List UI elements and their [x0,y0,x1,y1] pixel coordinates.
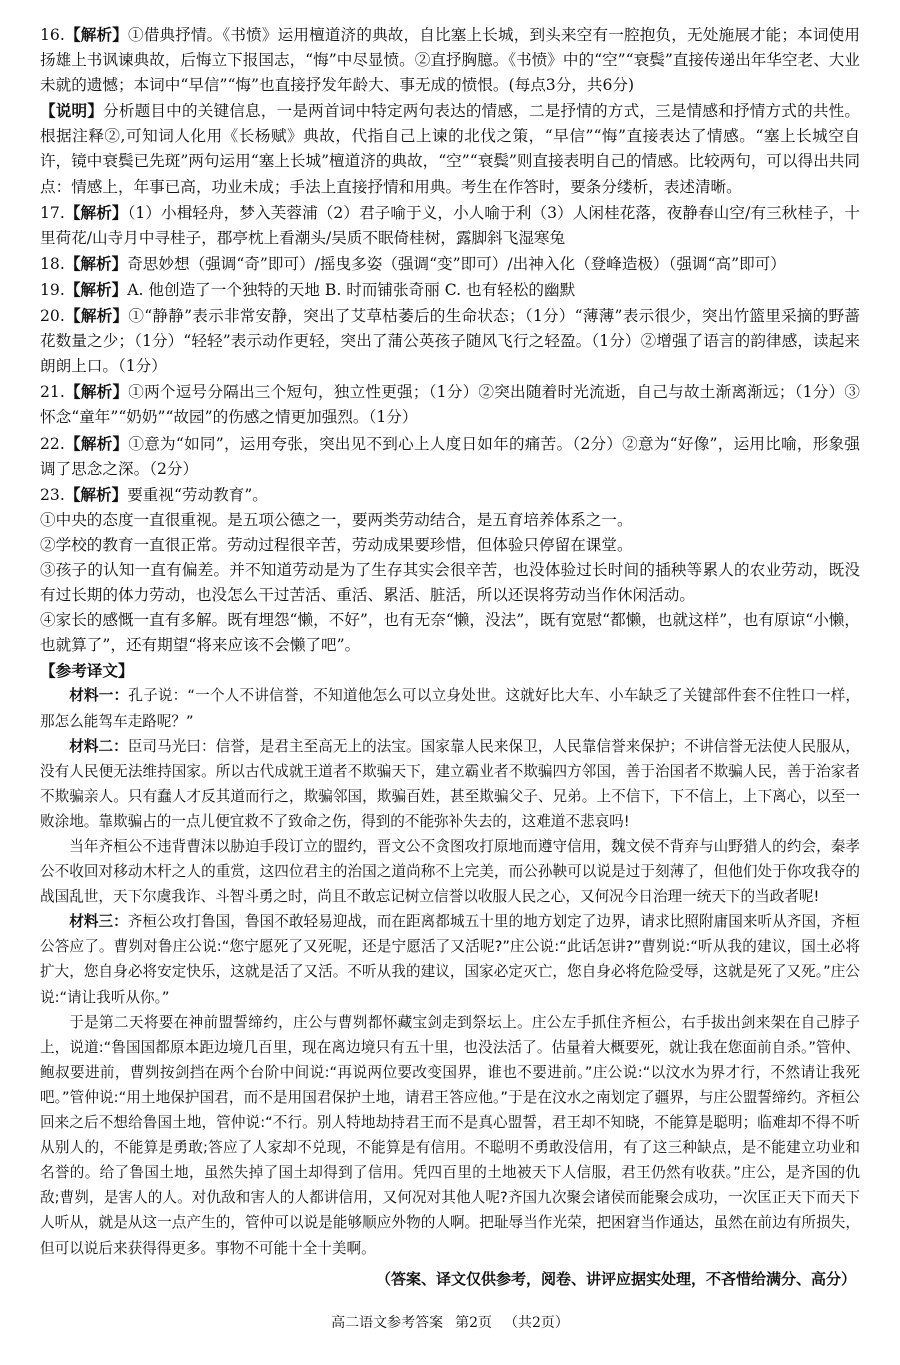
material-label: 材料三： [69,913,128,931]
item-tag: 【解析】 [64,279,128,299]
translation-material-2-cont [40,834,860,909]
page-footer [0,1312,900,1332]
item-text: （1）小楫轻舟，梦入芙蓉浦（2）君子喻于义，小人喻于利（3）人闲桂花落，夜静春山空/有三秋桂子，十里荷花/山寺月中寻桂子，郡亭枕上看潮头/吴质不眠倚桂树，露脚斜飞湿寒兔 [40,203,860,247]
item-text: 奇思妙想（强调“奇”即可）/摇曳多姿（强调“变”即可）/出神入化（登峰造极）（强调“高”即可） [127,254,786,273]
item-number: 19. [40,280,65,299]
item-text: 要重视“劳动教育”。 [127,485,268,504]
item-number: 18. [40,254,65,273]
item-text: A. 他创造了一个独特的天地 B. 时而铺张奇丽 C. 也有轻松的幽默 [127,280,576,299]
point-2: ②学校的教育一直很正常。劳动过程很辛苦，劳动成果要珍惜，但体验只停留在课堂。 [40,535,633,554]
material-text: 臣司马光曰：信誉，是君主至高无上的法宝。国家靠人民来保卫，人民靠信誉来保护；不讲信誉无法使人民服从，没有人民便无法维持国家。所以古代成就王道者不欺骗天下，建立霸业者不欺骗四方邻国，善于治国者不欺骗人民，善于治家者不欺骗亲人。只有蠢人才反其道而行之，欺骗邻国，欺骗百姓，甚至欺骗父子、兄弟。上不信下，下不信上，上下离心，以至一败涂地。靠欺骗占的一点儿便宜救不了致命之伤，得到的不能弥补失去的，这难道不悲哀吗! [40,737,860,830]
material-text: 齐桓公攻打鲁国，鲁国不敢轻易迎战，而在距离都城五十里的地方划定了边界，请求比照附庸国来听从齐国，齐桓公答应了。曹刿对鲁庄公说:“您宁愿死了又死呢，还是宁愿活了又活呢?”庄公说:“此话怎讲?”曹刿说:“听从我的建议，国土必将扩大，您自身必将安定快乐，这就是活了又活。不听从我的建议，国家必定灭亡，您自身必将危险受辱，这就是死了又死。”庄公说:“请让我听从你。” [40,913,860,1006]
item-text: 分析题目中的关键信息，一是两首词中特定两句表达的情感，二是抒情的方式，三是情感和抒情方式的共性。根据注释②,可知词人化用《长杨赋》典故，代指自己上谏的北伐之策，“早信”“悔”直接表达了情感。“塞上长城空自许，镜中衰鬓已先斑”两句运用“塞上长城”檀道济的典故，“空”“衰鬓”则直接表明自己的情感。比较两句，可以得出共同点：情感上，年事已高，功业未成；手法上直接抒情和用典。考生在作答时，要条分缕析，表述清晰。 [40,102,860,196]
item-tag: 【解析】 [64,202,128,222]
point-3: ③孩子的认知一直有偏差。并不知道劳动是为了生存其实会很辛苦，也没体验过长时间的插秧等累人的农业劳动，既没有过长期的体力劳动，也没怎么干过苦活、重活、累活、脏活，所以还误将劳动当作休闲活动。 [40,560,860,605]
material-label: 材料一： [69,687,129,705]
footer-page: 第2页 [455,1315,492,1331]
item-number: 21. [40,383,65,402]
item-tag: 【解析】 [64,253,128,273]
answer-item-21 [40,379,860,430]
item-tag: 【解析】 [64,433,129,453]
footer-course: 高二语文参考答案 [331,1315,444,1331]
item-tag: 【解析】 [64,25,128,44]
answer-item-23 [40,482,860,508]
translation-material-3-cont [40,1010,860,1261]
item-number: 20. [40,307,65,326]
closing-note: （答案、译文仅供参考，阅卷、讲评应据实处理，不吝惜给满分、高分） [375,1269,856,1288]
answer-item-22 [40,431,860,482]
translation-material-1 [40,683,860,733]
item-text: ①“静静”表示非常安静，突出了艾草枯萎后的生命状态；（1分）“薄薄”表示很少，突出竹篮里采摘的野蔷花数量之少；（1分）“轻轻”表示动作更轻，突出了蒲公英孩子随风飞行之轻盈。（1分）②增强了语言的韵律感，读起来朗朗上口。（1分） [40,307,860,376]
item-number: 17. [40,203,65,222]
item-text: ①借典抒情。《书愤》运用檀道济的典故，自比塞上长城，到头来空有一腔抱负，无处施展才能；本词使用扬雄上书讽谏典故，后悔立下报国志，“悔”中尽显愤。②直抒胸臆。《书愤》中的“空”“衰鬓”直接传递出年华空老、大业未就的遗憾；本词中“早信”“悔”也直接抒发年龄大、事无成的愤恨。(每点3分，共6分) [40,26,860,95]
answer-item-16 [40,22,860,98]
answer-item-17 [40,200,860,251]
answer-item-16-note [40,98,860,199]
material-text: 孔子说：“一个人不讲信誉，不知道他怎么可以立身处世。这就好比大车、小车缺乏了关键部件套不住牲口一样，那怎么能驾车走路呢？” [40,687,860,730]
material-text: 于是第二天将要在神前盟誓缔约，庄公与曹刿都怀藏宝剑走到祭坛上。庄公左手抓住齐桓公，右手拔出剑来架在自己脖子上，说道:“鲁国国都原本距边境几百里，现在离边境只有五十里，也没法活了。估量着大概要死，就让我在您面前自杀。”管仲、鲍叔要进前，曹刿按剑挡在两个台阶中间说:“再说两位要改变国界，谁也不要进前。”庄公说:“以汶水为界才行，不然请让我死吧。”管仲说:“用土地保护国君，而不是用国君保护土地，请君王答应他。”于是在汶水之南划定了疆界，与庄公盟誓缔约。齐桓公回来之后不想给鲁国土地，管仲说:“不行。别人特地劫持君王而不是真心盟誓，君王却不知晓，不能算是聪明；临难却不得不听从别人的，不能算是勇敢;答应了人家却不兑现，不能算是有信用。不聪明不勇敢没信用，有了这三种缺点，是不能建立功业和名誉的。给了鲁国土地，虽然失掉了国土却得到了信用。凭四百里的土地被天下人信服，君王仍然有收获。”庄公，是齐国的仇敌;曹刿，是害人的人。对仇敌和害人的人都讲信用，又何况对其他人呢?齐国九次聚会诸侯而能聚会成功，一次匡正天下而天下人听从，就是从这一点产生的，管仲可以说是能够顺应外物的人啊。把耻辱当作光荣，把困窘当作通达，虽然在前边有所损失，但可以说后来获得得更多。事物不可能十全十美啊。 [40,1013,860,1257]
item-number: 16. [40,26,65,44]
item-tag: 【解析】 [64,484,128,504]
material-text: 当年齐桓公不违背曹沫以胁迫手段订立的盟约，晋文公不贪图攻打原地而遵守信用，魏文侯不背弃与山野猎人的约会，秦孝公不收回对移动木杆之人的重赏，这四位君主的治国之道尚称不上完美，而公孙鞅可以说是过于刻薄了，但他们处于你攻我夺的战国乱世，天下尔虞我诈、斗智斗勇之时，尚且不敢忘记树立信誉以收服人民之心，又何况今日治理一统天下的当政者呢! [40,838,860,906]
item-text: ①两个逗号分隔出三个短句，独立性更强；（1分）②突出随着时光流逝，自己与故土渐离渐远；（1分）③怀念“童年”“奶奶”“故园”的伤感之情更加强烈。（1分） [40,383,860,427]
item-number: 22. [40,434,65,453]
translation-heading: 【参考译文】 [40,661,134,681]
item-text: ①意为“如同”，运用夸张，突出见不到心上人度日如年的痛苦。（2分）②意为“好像”，运用比喻，形象强调了思念之深。（2分） [40,434,860,478]
item-tag: 【说明】 [40,101,104,121]
footer-total: （共2页） [504,1315,569,1331]
point-1: ①中央的态度一直很重视。是五项公德之一，要两类劳动结合，是五育培养体系之一。 [40,510,633,529]
item-number: 23. [40,485,65,504]
answer-item-18 [40,251,860,277]
item-tag: 【解析】 [64,382,129,402]
answer-item-20 [40,303,860,379]
material-label: 材料二： [69,737,128,755]
item-tag: 【解析】 [64,306,129,326]
translation-material-2 [40,734,860,834]
answer-item-19 [40,277,860,303]
point-4: ④家长的感慨一直有多解。既有埋怨“懒，不好”，也有无奈“懒，没法”，既有宽慰“都懒，也就这样”，也有原谅“小懒，也就算了”，还有期望“将来应该不会懒了吧”。 [40,611,860,655]
translation-material-3 [40,909,860,1009]
